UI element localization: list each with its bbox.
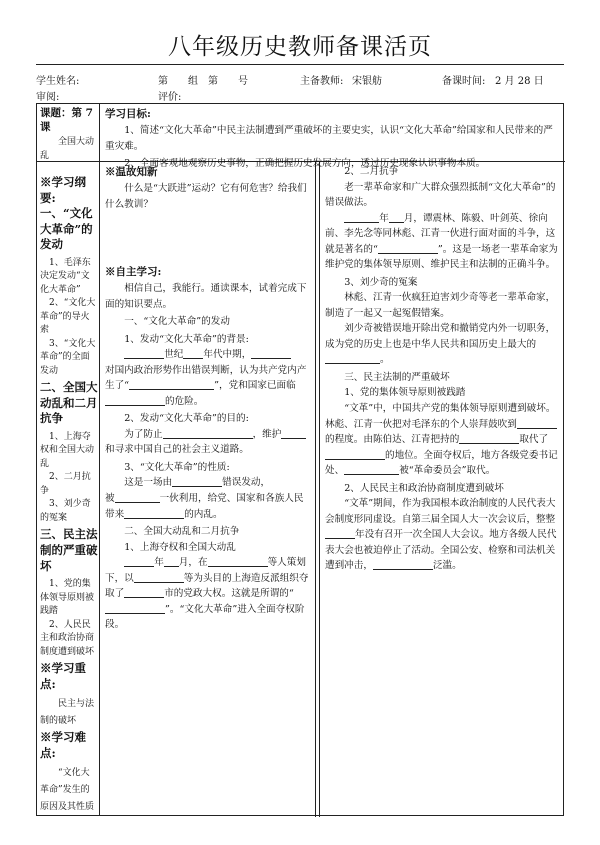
section-3-title: 三、民主法制的严重破坏: [344, 371, 450, 383]
blank[interactable]: [115, 492, 160, 503]
blank[interactable]: [172, 476, 222, 487]
student-name-label: 学生姓名:: [36, 76, 80, 87]
eval-label: 评价:: [158, 92, 182, 103]
self-study-head: ※自主学习:: [105, 266, 162, 279]
blank[interactable]: [124, 587, 164, 598]
blank[interactable]: [281, 428, 306, 439]
question-4: 1、上海夺权和全国大动乱: [124, 541, 236, 553]
outline-item: 3、“文化大革命”的全面发动: [40, 338, 96, 376]
blank[interactable]: [251, 348, 291, 359]
key-head: ※学习重点:: [40, 661, 86, 691]
question-8: 2、人民民主和政治协商制度遭到破坏: [344, 482, 504, 494]
outline-item: 2、人民民主和政治协商制度遭到破坏: [40, 619, 95, 657]
outline-section-3: 三、民主法制的严重破坏: [40, 527, 98, 573]
question-4-line1: 年 月，在 等人策划下，以 等为头目的上海造反派组织夺取了 市的党政大权。这就是所谓的“”。“文化大革命”进入全面夺权阶段。: [105, 557, 309, 631]
section-2-title: 二、全国大动乱和二月抗争: [124, 526, 240, 538]
blank[interactable]: [134, 572, 184, 583]
title-rule: [36, 64, 564, 65]
question-1-line2: 对国内政治形势作出错误判断，认为共产党内产生了“ ”，党和国家已面临的危险。: [105, 364, 307, 407]
objectives-cell: [105, 106, 560, 172]
blank[interactable]: [124, 508, 184, 519]
question-6-line: 刘少奇被错误地开除出党和撤销党内外一切职务，成为党的历史上也是中华人民共和国历史上最大的。: [325, 323, 556, 366]
lesson-title: 课题：第 7 课: [40, 107, 93, 134]
page-title: 八年级历史教师备课活页: [168, 34, 432, 60]
section-1-title: 一、“文化大革命”的发动: [124, 316, 230, 328]
col-divider-mid2: [319, 161, 320, 817]
question-2: 2、发动“文化大革命”的目的:: [124, 413, 249, 425]
outline-item: 1、党的集体领导原则被践踏: [40, 579, 95, 617]
question-5-text: 老一辈革命家和广大群众强烈抵制“文化大革命”的错误做法。: [325, 181, 556, 209]
group-label: 第 组 第 号: [158, 76, 248, 87]
middle-column: [105, 164, 310, 633]
blank[interactable]: [183, 348, 203, 359]
left-column: [40, 106, 98, 817]
col-divider-left: [99, 104, 100, 815]
blank[interactable]: [208, 556, 268, 567]
question-5: 2、二月抗争: [344, 166, 399, 177]
lesson-name: 全国大动乱: [40, 137, 95, 161]
lesson-table: [36, 103, 564, 816]
question-1: 1、发动“文化大革命”的背景:: [124, 333, 249, 345]
question-8-line: “文革”期间，作为我国根本政治制度的人民代表大会制度形同虚设。自第三届全国人大一次会议后，整整年没有召开一次全国人大会议。地方各级人民代表大会也被迫停止了活动。全国公安、检察和司法机关遭到冲击， 泛滥。: [325, 498, 557, 572]
difficulty-text: “文化大革命”发生的原因及其性质: [40, 768, 95, 813]
review-question: 什么是“大跃进”运动？它有何危害？给我们什么教训？: [105, 183, 307, 210]
question-3-line1: 这是一场由 错误发动，: [124, 477, 271, 489]
blank[interactable]: [105, 395, 165, 406]
blank[interactable]: [344, 212, 379, 223]
right-column: [325, 164, 559, 574]
question-7: 1、党的集体领导原则被践踏: [344, 387, 466, 399]
outline-section-1: 一、“文化大革命”的发动: [40, 206, 93, 252]
outline-item: 1、毛泽东决定发动“文化大革命”: [40, 257, 91, 295]
outline-item: 2、二月抗争: [40, 472, 91, 496]
question-5-line: 年 月，谭震林、陈毅、叶剑英、徐向前、李先念等同林彪、江青一伙进行面对面的斗争，这就是著名的“ ”。这是一场老一辈革命家为维护党的集体领导原则、维护民主和法制的正确斗争。: [325, 212, 558, 271]
prep-time-label: 备课时间:: [442, 76, 486, 87]
blank[interactable]: [124, 556, 154, 567]
question-7-line: “文革”中，中国共产党的集体领导原则遭到破坏。林彪、江青一伙把对毛泽东的个人崇拜鼓吹到的程度。由陈伯达、江青把持的 取代了的地位。全面夺权后，地方各级党委书记处、 被“革命委员会”取代。: [325, 402, 558, 477]
outline-item: 3、刘少奇的冤案: [40, 499, 91, 523]
blank[interactable]: [344, 464, 399, 475]
outline-item: 2、“文化大革命”的导火索: [40, 298, 96, 336]
blank[interactable]: [325, 353, 380, 364]
question-2-line1: 为了防止 ，维护: [105, 427, 310, 443]
question-2-line2: 和寻求中国自己的社会主义道路。: [105, 444, 249, 456]
question-6: 3、刘少奇的冤案: [344, 276, 418, 288]
blank[interactable]: [164, 556, 179, 567]
blank[interactable]: [517, 418, 557, 429]
blank[interactable]: [124, 348, 164, 359]
objectives-head: 学习目标:: [105, 108, 151, 120]
question-6-text: 林彪、江青一伙疯狂迫害刘少奇等老一辈革命家，制造了一起又一起冤假错案。: [325, 292, 556, 319]
question-3-line2: 被 一伙利用，给党、国家和各族人民带来 的内乱。: [105, 492, 304, 520]
objective-1: 1、简述“文化大革命”中民主法制遭到严重破坏的主要史实，认识“文化大革命”给国家和人民带来的严重灾难。: [105, 125, 553, 152]
main-teacher: 宋银舫: [352, 76, 382, 87]
difficulty-head: ※学习难点:: [40, 730, 86, 760]
key-text: 民主与法制的破坏: [40, 699, 95, 727]
review-label: 审阅:: [36, 92, 60, 103]
review-head: ※温故知新: [105, 166, 158, 178]
blank[interactable]: [129, 379, 214, 390]
objective-2: 2、全面客观地观察历史事物，正确把握历史发展方向，透过历史现象认识事物本质。: [124, 158, 486, 170]
outline-section-2: 二、全国大动乱和二月抗争: [40, 380, 98, 426]
blank[interactable]: [325, 449, 385, 460]
main-teacher-label: 主备教师:: [300, 76, 344, 87]
blank[interactable]: [105, 603, 165, 614]
prep-time: 2 月 28 日: [495, 76, 544, 87]
question-3: 3、“文化大革命”的性质:: [124, 461, 230, 473]
blank[interactable]: [325, 528, 355, 539]
outline-head: ※学习纲要:: [40, 175, 86, 205]
blank[interactable]: [163, 428, 253, 439]
question-1-line1: 世纪 年代中期，: [105, 347, 310, 363]
blank[interactable]: [378, 243, 438, 254]
blank[interactable]: [373, 559, 433, 570]
col-divider-mid: [315, 161, 316, 817]
blank[interactable]: [389, 212, 404, 223]
self-study-intro: 相信自己，我能行。通读课本，试着完成下面的知识要点。: [105, 283, 307, 310]
outline-item: 1、上海夺权和全国大动乱: [40, 431, 95, 469]
blank[interactable]: [459, 433, 519, 444]
